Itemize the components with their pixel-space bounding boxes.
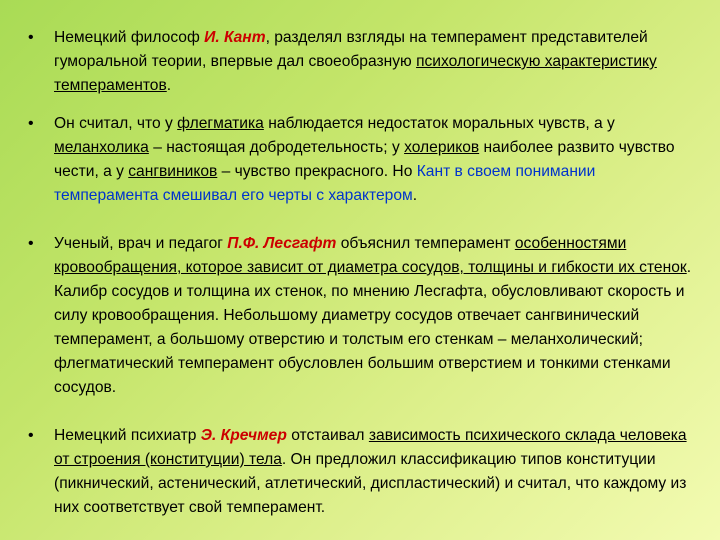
text-segment: . Он предложил классификацию типов конституции (пикнический, астенический, атлетический, диспластический) и считал, что каждому из них соответствует свой темперамент. xyxy=(54,451,687,516)
underlined-term: флегматика xyxy=(177,115,264,132)
bullet-list xyxy=(28,26,692,520)
text-segment: – настоящая добродетельность; у xyxy=(148,139,405,156)
bullet-text xyxy=(54,115,675,204)
bullet-text xyxy=(54,29,657,94)
underlined-term: холериков xyxy=(404,139,480,156)
text-segment: . xyxy=(166,77,172,94)
underlined-term: особенностями кровообращения, которое зависит от диаметра сосудов, толщины и гибкости их стенок xyxy=(54,235,687,276)
bullet-marker: • xyxy=(28,235,34,252)
underlined-term: зависимость психического склада человека от строения (конституции) тела xyxy=(54,427,687,468)
underlined-term: сангвиников xyxy=(128,163,218,180)
bullet-marker: • xyxy=(28,115,34,132)
text-segment: объяснил темперамент xyxy=(336,235,515,252)
person-name: П.Ф. Лесгафт xyxy=(227,235,337,252)
bullet-marker: • xyxy=(28,427,34,444)
text-segment: Немецкий психиатр xyxy=(54,427,201,444)
list-item xyxy=(28,424,692,520)
underlined-term: психологическую характеристику темпераментов xyxy=(54,53,657,94)
underlined-term: меланхолика xyxy=(54,139,149,156)
text-segment: наблюдается недостаток моральных чувств, а у xyxy=(263,115,615,132)
list-item xyxy=(28,232,692,400)
text-segment: отстаивал xyxy=(286,427,369,444)
list-item xyxy=(28,26,692,98)
text-segment: – чувство прекрасного. Но xyxy=(217,163,417,180)
text-segment: Он считал, что у xyxy=(54,115,178,132)
text-segment: наиболее развито чувство чести, а у xyxy=(54,139,675,180)
text-segment: Ученый, врач и педагог xyxy=(54,235,228,252)
bullet-text xyxy=(54,427,687,516)
text-segment: . Калибр сосудов и толщина их стенок, по мнению Лесгафта, обусловливают скорость и силу кровообращения. Небольшому диаметру сосудов отвечает сангвинический темперамент, а большому отверстию и толстым его стенкам – меланхолический; флегматический темперамент обусловлен большим отверстием и тонкими стенками сосудов. xyxy=(54,259,692,396)
person-name: И. Кант xyxy=(204,29,266,46)
text-segment: Немецкий философ xyxy=(54,29,205,46)
person-name: Э. Кречмер xyxy=(200,427,287,444)
text-segment: , разделял взгляды на темперамент представителей гуморальной теории, впервые дал своеобразную xyxy=(54,29,648,70)
highlighted-text: Кант в своем понимании темперамента смешивал его черты с характером xyxy=(54,163,596,204)
bullet-marker: • xyxy=(28,29,34,46)
bullet-text xyxy=(54,235,691,396)
text-segment: . xyxy=(412,187,418,204)
list-item xyxy=(28,112,692,208)
